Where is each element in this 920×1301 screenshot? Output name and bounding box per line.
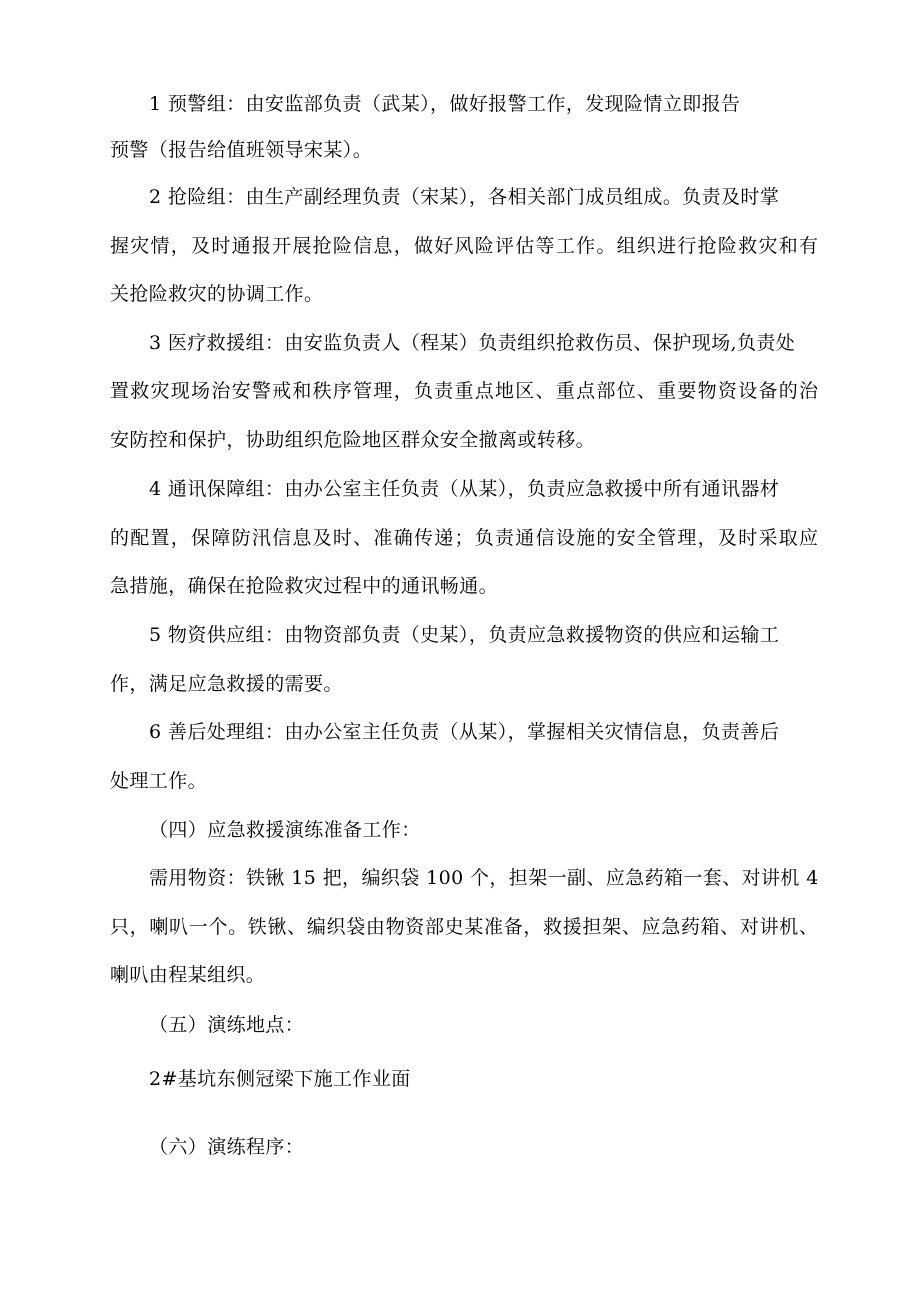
paragraph-4-line-2: 的配置，保障防汛信息及时、准确传递；负责通信设施的安全管理，及时采取应: [110, 527, 818, 549]
section-heading-6: （六）演练程序：: [149, 1136, 305, 1158]
paragraph-3-line-1: 3 医疗救援组：由安监负责人（程某）负责组织抢救伤员、保护现场,负责处: [149, 332, 796, 354]
materials-line-2: 只，喇叭一个。铁锹、编织袋由物资部史某准备，救援担架、应急药箱、对讲机、: [110, 916, 818, 938]
drill-location-text: 2#基坑东侧冠梁下施工作业面: [149, 1068, 411, 1090]
paragraph-4-line-1: 4 通讯保障组：由办公室主任负责（从某），负责应急救援中所有通讯器材: [149, 478, 780, 500]
paragraph-2-line-1: 2 抢险组：由生产副经理负责（宋某），各相关部门成员组成。负责及时掌: [149, 186, 780, 208]
paragraph-3-line-3: 安防控和保护，协助组织危险地区群众安全撤离或转移。: [110, 429, 596, 451]
section-heading-4: （四）应急救援演练准备工作：: [149, 819, 421, 841]
paragraph-5-line-1: 5 物资供应组：由物资部负责（史某），负责应急救援物资的供应和运输工: [149, 624, 780, 646]
paragraph-2-line-2: 握灾情，及时通报开展抢险信息，做好风险评估等工作。组织进行抢险救灾和有: [110, 235, 818, 257]
paragraph-5-line-2: 作，满足应急救援的需要。: [110, 673, 343, 695]
paragraph-1-line-1: 1 预警组：由安监部负责（武某），做好报警工作，发现险情立即报告: [149, 93, 741, 115]
materials-line-1: 需用物资：铁锹 15 把，编织袋 100 个，担架一副、应急药箱一套、对讲机 4: [149, 867, 819, 889]
paragraph-6-line-1: 6 善后处理组：由办公室主任负责（从某），掌握相关灾情信息，负责善后: [149, 721, 780, 743]
paragraph-1-line-2: 预警（报告给值班领导宋某）。: [110, 139, 373, 161]
paragraph-3-line-2: 置救灾现场治安警戒和秩序管理，负责重点地区、重点部位、重要物资设备的治: [110, 380, 818, 402]
materials-line-3: 喇叭由程某组织。: [110, 964, 266, 986]
paragraph-4-line-3: 急措施，确保在抢险救灾过程中的通讯畅通。: [110, 575, 499, 597]
paragraph-6-line-2: 处理工作。: [110, 770, 208, 792]
section-heading-5: （五）演练地点：: [149, 1014, 305, 1036]
paragraph-2-line-3: 关抢险救灾的协调工作。: [110, 283, 324, 305]
